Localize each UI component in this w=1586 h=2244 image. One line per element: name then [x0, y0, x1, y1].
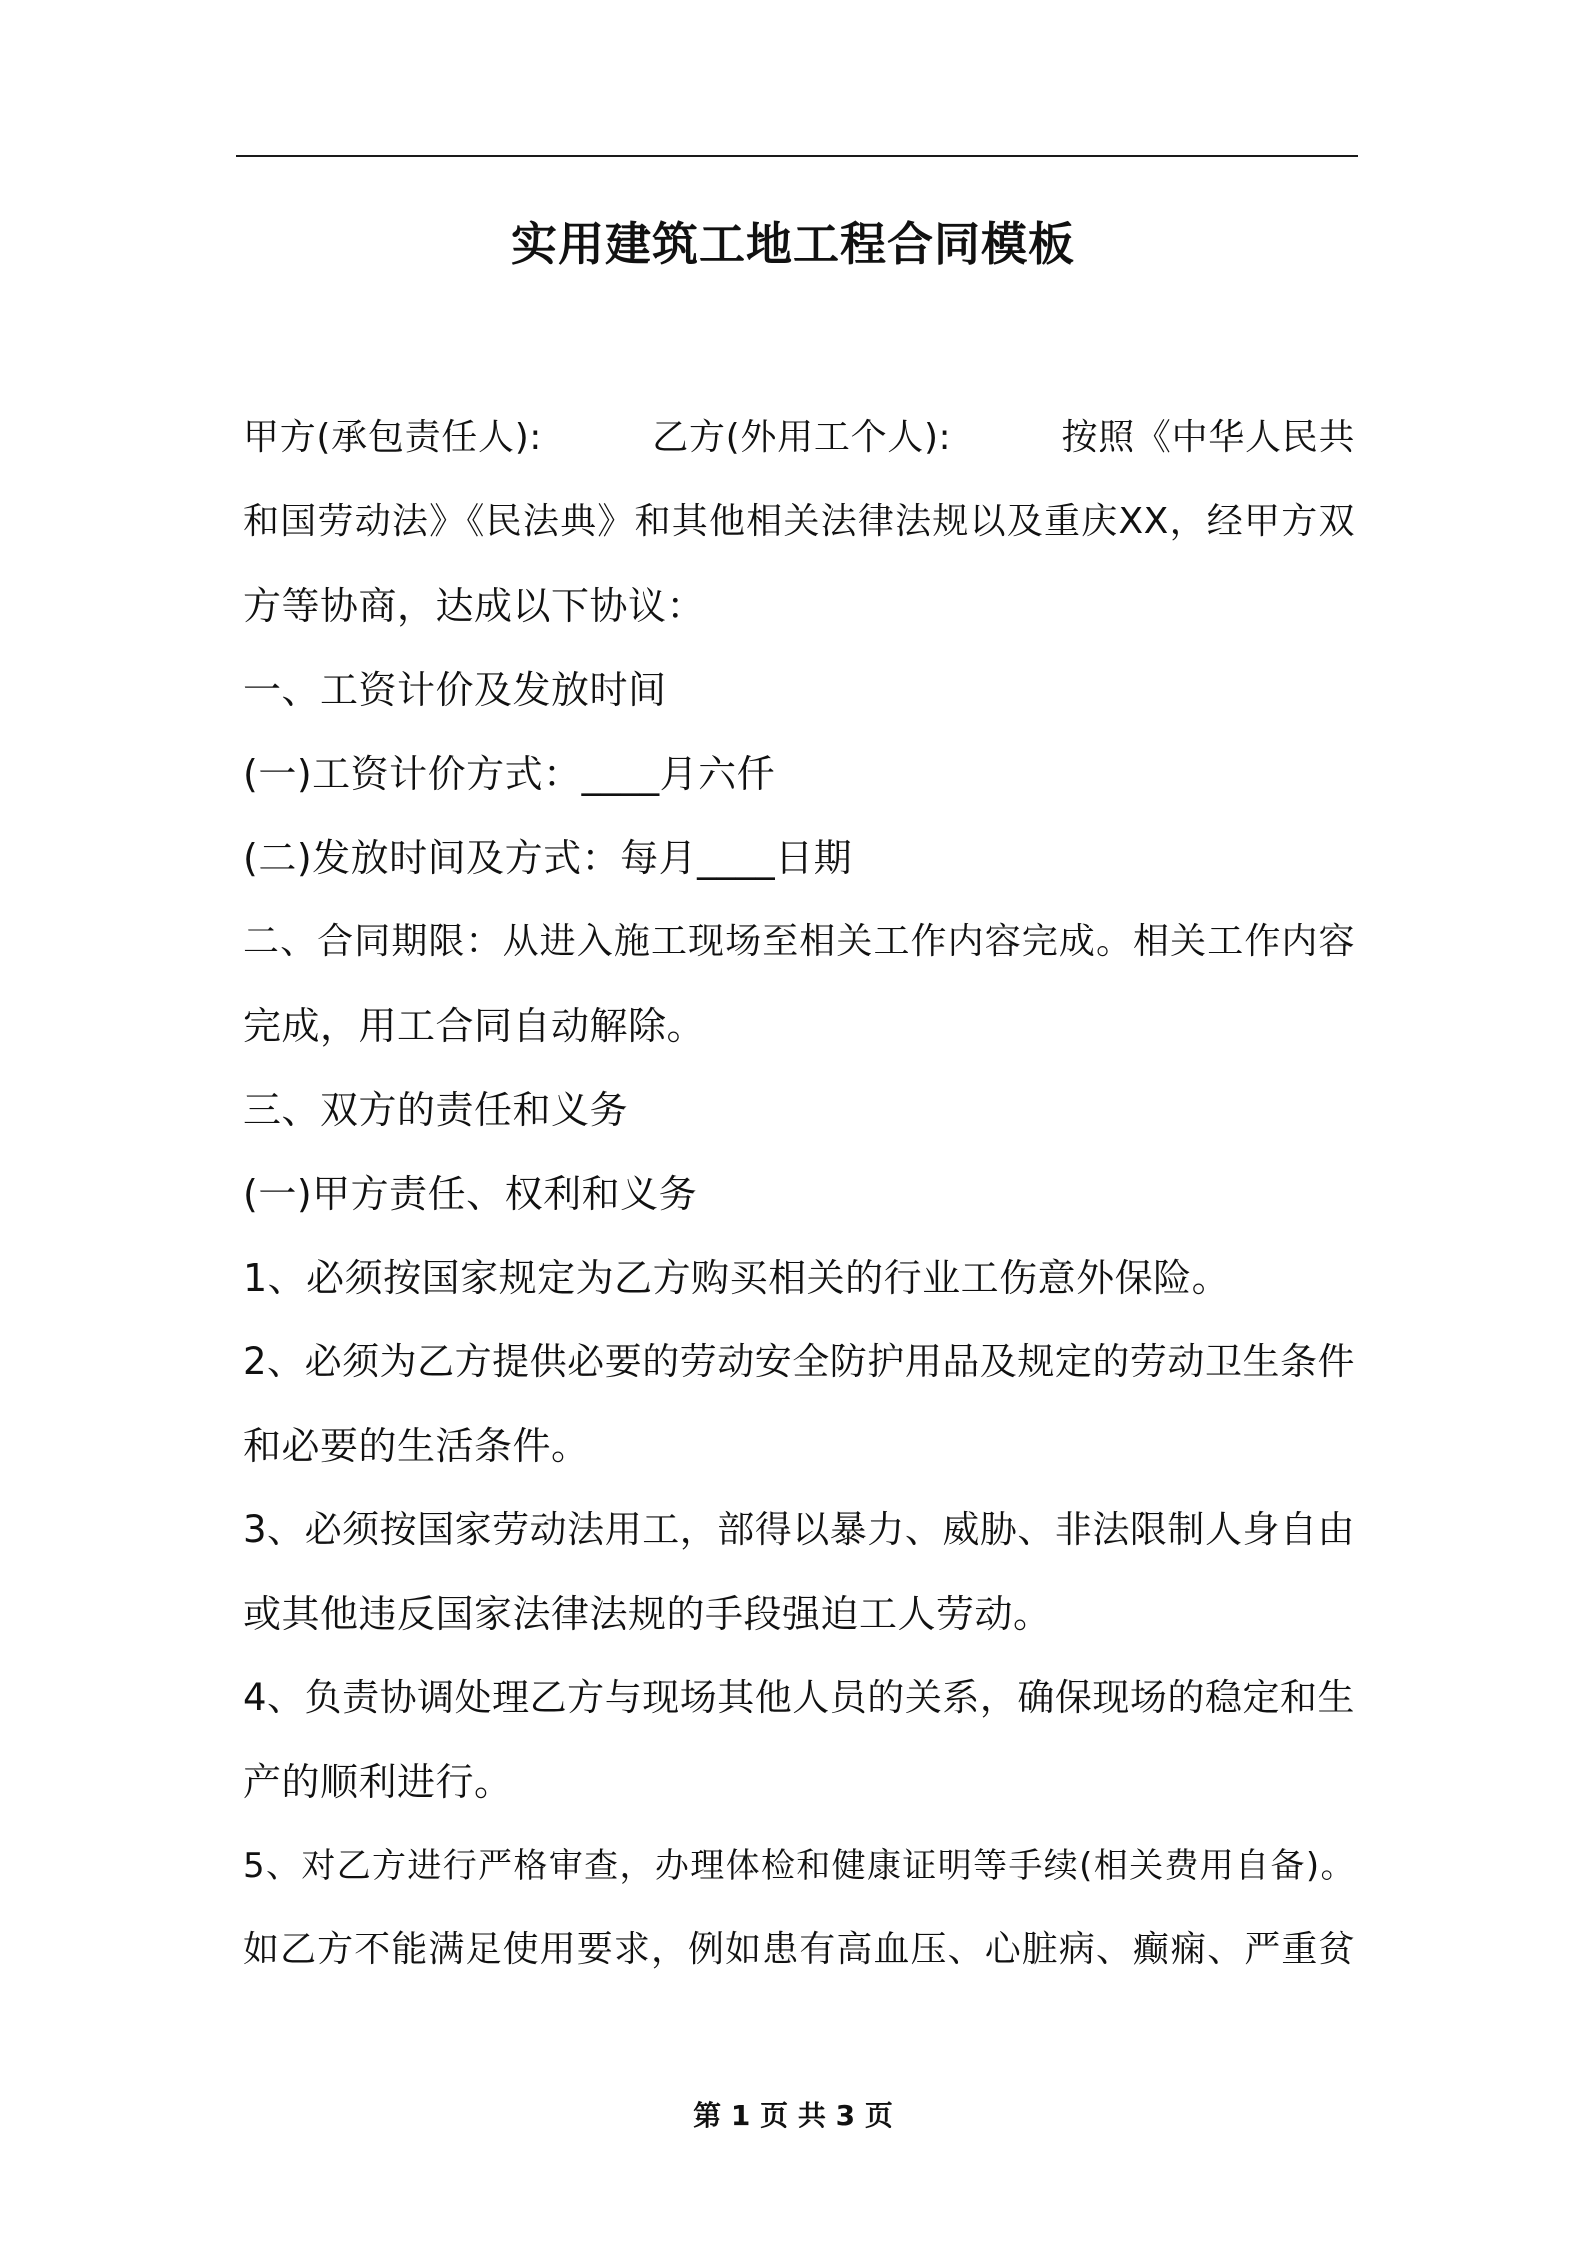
section-heading: 二、合同期限：从进入施工现场至相关工作内容完成。相关工作内容 [243, 921, 1355, 962]
page-number: 第 1 页 共 3 页 [693, 2099, 893, 2132]
header-rule [236, 155, 1358, 157]
list-item: 4、负责协调处理乙方与现场其他人员的关系，确保现场的稳定和生 [243, 1676, 1355, 1719]
list-item: 2、必须为乙方提供必要的劳动安全防护用品及规定的劳动卫生条件 [243, 1340, 1355, 1383]
body-line: 方等协商，达成以下协议： [243, 584, 706, 628]
list-item: 1、必须按国家规定为乙方购买相关的行业工伤意外保险。 [243, 1256, 1231, 1300]
body-line: 甲方(承包责任人): 乙方(外用工个人): 按照《中华人民共 [243, 417, 1355, 458]
body-line: (一)工资计价方式：____月六仟 [243, 752, 776, 796]
list-item: 3、必须按国家劳动法用工，部得以暴力、威胁、非法限制人身自由 [243, 1508, 1355, 1551]
body-line: 或其他违反国家法律法规的手段强迫工人劳动。 [243, 1592, 1052, 1636]
body-line: (二)发放时间及方式：每月____日期 [243, 836, 853, 880]
body-line: 和必要的生活条件。 [243, 1424, 590, 1468]
section-heading: 三、双方的责任和义务 [243, 1088, 629, 1132]
body-line: 如乙方不能满足使用要求，例如患有高血压、心脏病、癫痫、严重贫 [243, 1929, 1355, 1970]
list-item: 5、对乙方进行严格审查，办理体检和健康证明等手续(相关费用自备)。 [243, 1846, 1355, 1886]
document-title: 实用建筑工地工程合同模板 [511, 217, 1075, 271]
section-heading: 一、工资计价及发放时间 [243, 668, 667, 712]
body-line: 产的顺利进行。 [243, 1760, 513, 1804]
body-line: 完成，用工合同自动解除。 [243, 1004, 706, 1048]
body-line: 和国劳动法》《民法典》和其他相关法律法规以及重庆XX，经甲方双 [243, 501, 1355, 542]
subsection-heading: (一)甲方责任、权利和义务 [243, 1172, 698, 1216]
